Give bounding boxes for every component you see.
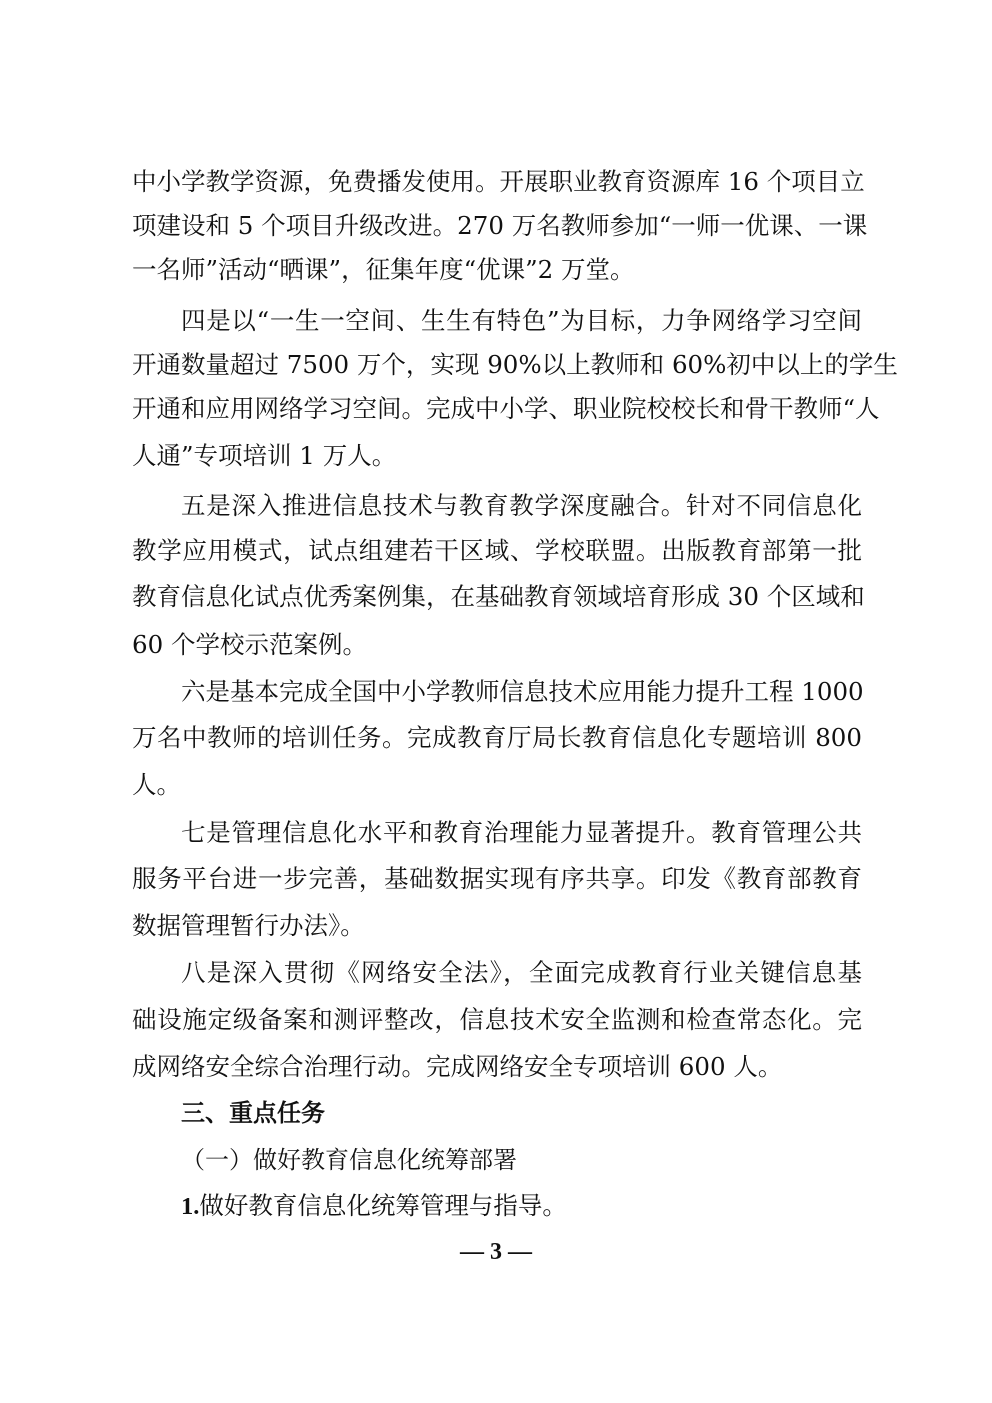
paragraph-line: 开通数量超过 7500 万个，实现 90%以上教师和 60%初中以上的学生 bbox=[132, 350, 898, 379]
paragraph-line: 服务平台进一步完善，基础数据实现有序共享。印发《教育部教育 bbox=[132, 864, 862, 893]
section-heading: 三、重点任务 bbox=[181, 1099, 325, 1127]
paragraph-line: 60 个学校示范案例。 bbox=[132, 630, 367, 659]
paragraph-line: 教学应用模式，试点组建若干区域、学校联盟。出版教育部第一批 bbox=[132, 536, 862, 565]
paragraph-line: 中小学教学资源，免费播发使用。开展职业教育资源库 16 个项目立 bbox=[132, 167, 865, 196]
paragraph-line: 数据管理暂行办法》。 bbox=[132, 911, 365, 940]
paragraph-line: 四是以“一生一空间、生生有特色”为目标，力争网络学习空间 bbox=[181, 306, 862, 335]
paragraph-line: 项建设和 5 个项目升级改进。270 万名教师参加“一师一优课、一课 bbox=[132, 211, 868, 240]
paragraph-line: 人通”专项培训 1 万人。 bbox=[132, 441, 397, 470]
paragraph-line: 教育信息化试点优秀案例集，在基础教育领域培育形成 30 个区域和 bbox=[132, 582, 865, 611]
paragraph-line: 成网络安全综合治理行动。完成网络安全专项培训 600 人。 bbox=[132, 1052, 783, 1081]
paragraph-line: 八是深入贯彻《网络安全法》，全面完成教育行业关键信息基 bbox=[181, 958, 862, 987]
paragraph-line: 础设施定级备案和测评整改，信息技术安全监测和检查常态化。完 bbox=[132, 1005, 862, 1034]
paragraph-line: 一名师”活动“晒课”，征集年度“优课”2 万堂。 bbox=[132, 255, 635, 284]
paragraph-line: 人。 bbox=[132, 770, 181, 799]
paragraph-line: 五是深入推进信息技术与教育教学深度融合。针对不同信息化 bbox=[181, 491, 862, 520]
task-item-text: 做好教育信息化统筹管理与指导。 bbox=[199, 1191, 567, 1220]
paragraph-line: 七是管理信息化水平和教育治理能力显著提升。教育管理公共 bbox=[181, 818, 862, 847]
paragraph-line: 开通和应用网络学习空间。完成中小学、职业院校校长和骨干教师“人 bbox=[132, 394, 880, 423]
subsection-heading: （一）做好教育信息化统筹部署 bbox=[181, 1146, 517, 1174]
task-item bbox=[181, 1184, 862, 1228]
page-number: — 3 — bbox=[460, 1239, 532, 1265]
paragraph-line: 六是基本完成全国中小学教师信息技术应用能力提升工程 1000 bbox=[181, 677, 864, 706]
task-item-number: 1. bbox=[181, 1193, 200, 1220]
paragraph-line: 万名中教师的培训任务。完成教育厅局长教育信息化专题培训 800 bbox=[132, 723, 862, 752]
